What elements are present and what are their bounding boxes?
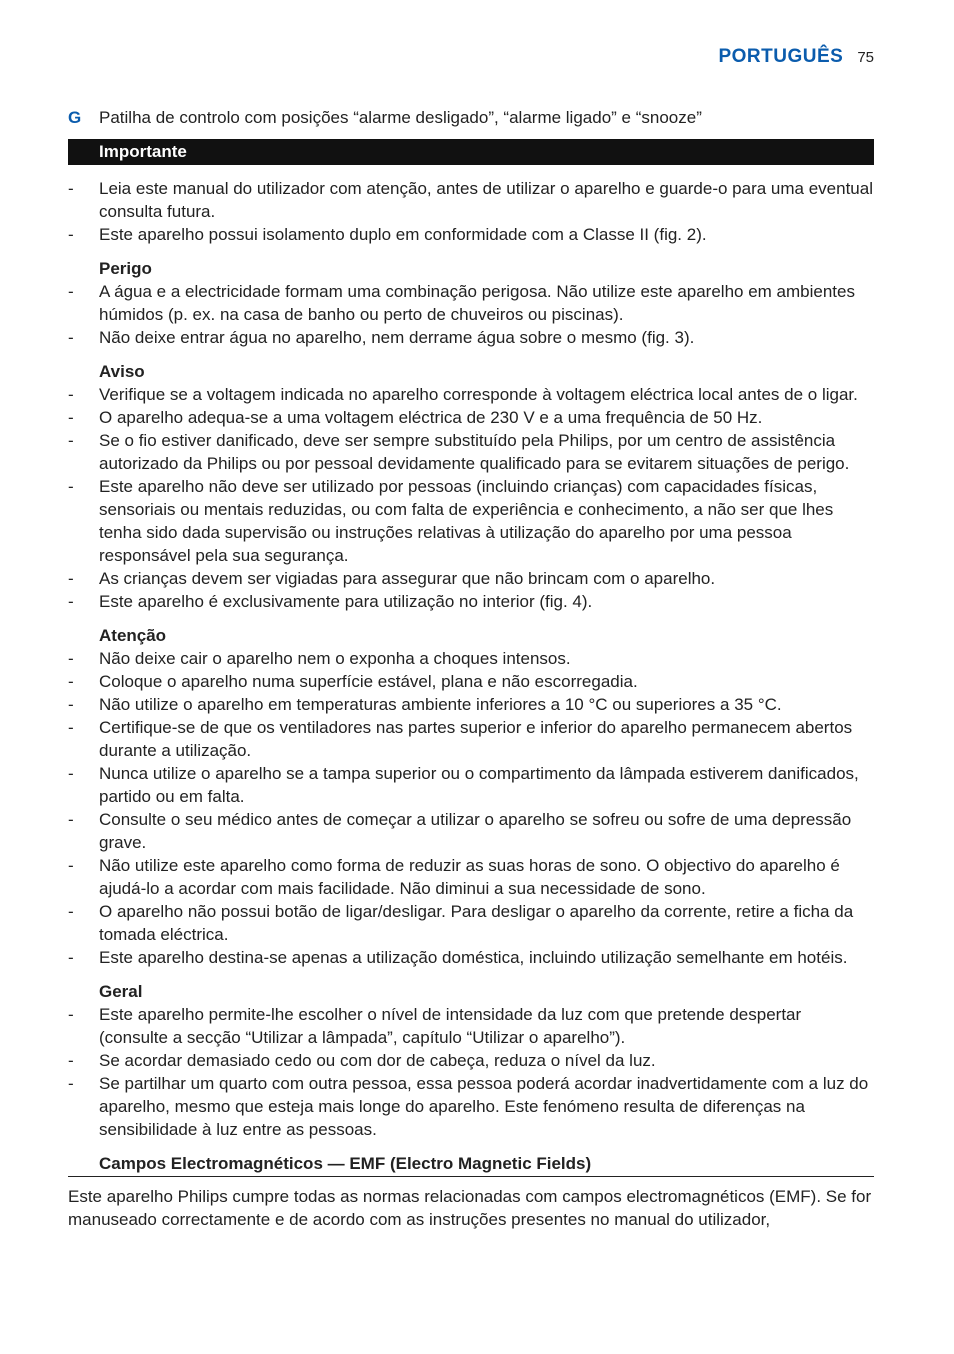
list-item: - Nunca utilize o aparelho se a tampa superior ou o compartimento da lâmpada estiverem danificados, partido ou em falta.	[68, 762, 874, 808]
list-item: - Não utilize este aparelho como forma de reduzir as suas horas de sono. O objectivo do aparelho é ajudá-lo a acordar com mais facilidade. Não diminui a sua necessidade de sono.	[68, 854, 874, 900]
item-g	[68, 106, 874, 129]
perigo-list	[68, 280, 874, 349]
list-item: - Este aparelho possui isolamento duplo em conformidade com a Classe II (fig. 2).	[68, 223, 874, 246]
list-item: - Este aparelho é exclusivamente para utilização no interior (fig. 4).	[68, 590, 874, 613]
list-item: - Não deixe entrar água no aparelho, nem derrame água sobre o mesmo (fig. 3).	[68, 326, 874, 349]
geral-heading: Geral	[99, 982, 143, 1001]
list-item: - Coloque o aparelho numa superfície estável, plana e não escorregadia.	[68, 670, 874, 693]
emf-paragraph: Este aparelho Philips cumpre todas as normas relacionadas com campos electromagnéticos (EMF). Se for manuseado correctamente e de acordo com as instruções presentes no manual do utilizador,	[68, 1187, 872, 1229]
list-item: - Leia este manual do utilizador com atenção, antes de utilizar o aparelho e guarde-o para uma eventual consulta futura.	[68, 177, 874, 223]
list-item: - As crianças devem ser vigiadas para assegurar que não brincam com o aparelho.	[68, 567, 874, 590]
section-title-bar: Importante	[68, 139, 874, 165]
list-item: - Verifique se a voltagem indicada no aparelho corresponde à voltagem eléctrica local antes de o ligar.	[68, 383, 874, 406]
language-label: PORTUGUÊS	[718, 46, 844, 67]
page-header	[718, 46, 874, 68]
list-item: - O aparelho adequa-se a uma voltagem eléctrica de 230 V e a uma frequência de 50 Hz.	[68, 406, 874, 429]
list-item: - Não deixe cair o aparelho nem o exponha a choques intensos.	[68, 647, 874, 670]
atencao-heading: Atenção	[99, 626, 167, 645]
item-g-label: G	[68, 108, 82, 127]
list-item: - Se partilhar um quarto com outra pessoa, essa pessoa poderá acordar inadvertidamente com a luz do aparelho, mesmo que esteja mais longe do aparelho. Este fenómeno resulta de diferenças na sensibilidade à luz entre as pessoas.	[68, 1072, 874, 1141]
atencao-list	[68, 647, 874, 969]
page-number: 75	[857, 49, 874, 66]
list-item: - Este aparelho destina-se apenas a utilização doméstica, incluindo utilização semelhante em hotéis.	[68, 946, 874, 969]
list-item: - A água e a electricidade formam uma combinação perigosa. Não utilize este aparelho em ambientes húmidos (p. ex. na casa de banho ou perto de chuveiros ou piscinas).	[68, 280, 874, 326]
list-item: - Se acordar demasiado cedo ou com dor de cabeça, reduza o nível da luz.	[68, 1049, 874, 1072]
list-item: - Este aparelho não deve ser utilizado por pessoas (incluindo crianças) com capacidades físicas, sensoriais ou mentais reduzidas, ou com falta de experiência e conhecimento, a não ser que lhes tenha sido dada supervisão ou instruções relativas à utilização do aparelho por uma pessoa responsável pela sua segurança.	[68, 475, 874, 567]
list-item: - Se o fio estiver danificado, deve ser sempre substituído pela Philips, por um centro de assistência autorizado da Philips ou por pessoal devidamente qualificado para se evitarem situações de perigo.	[68, 429, 874, 475]
item-g-text: Patilha de controlo com posições “alarme desligado”, “alarme ligado” e “snooze”	[99, 108, 702, 127]
emf-heading: Campos Electromagnéticos — EMF (Electro Magnetic Fields)	[68, 1152, 874, 1177]
list-item: - Certifique-se de que os ventiladores nas partes superior e inferior do aparelho permanecem abertos durante a utilização.	[68, 716, 874, 762]
aviso-heading: Aviso	[99, 362, 145, 381]
list-item: - O aparelho não possui botão de ligar/desligar. Para desligar o aparelho da corrente, retire a ficha da tomada eléctrica.	[68, 900, 874, 946]
list-item: - Este aparelho permite-lhe escolher o nível de intensidade da luz com que pretende despertar (consulte a secção “Utilizar a lâmpada”, capítulo “Utilizar o aparelho”).	[68, 1003, 874, 1049]
list-item: - Consulte o seu médico antes de começar a utilizar o aparelho se sofreu ou sofre de uma depressão grave.	[68, 808, 874, 854]
aviso-list	[68, 383, 874, 613]
perigo-heading: Perigo	[99, 259, 152, 278]
geral-list	[68, 1003, 874, 1141]
document-body	[68, 106, 874, 1231]
intro-list	[68, 177, 874, 246]
list-item: - Não utilize o aparelho em temperaturas ambiente inferiores a 10 °C ou superiores a 35 °C.	[68, 693, 874, 716]
